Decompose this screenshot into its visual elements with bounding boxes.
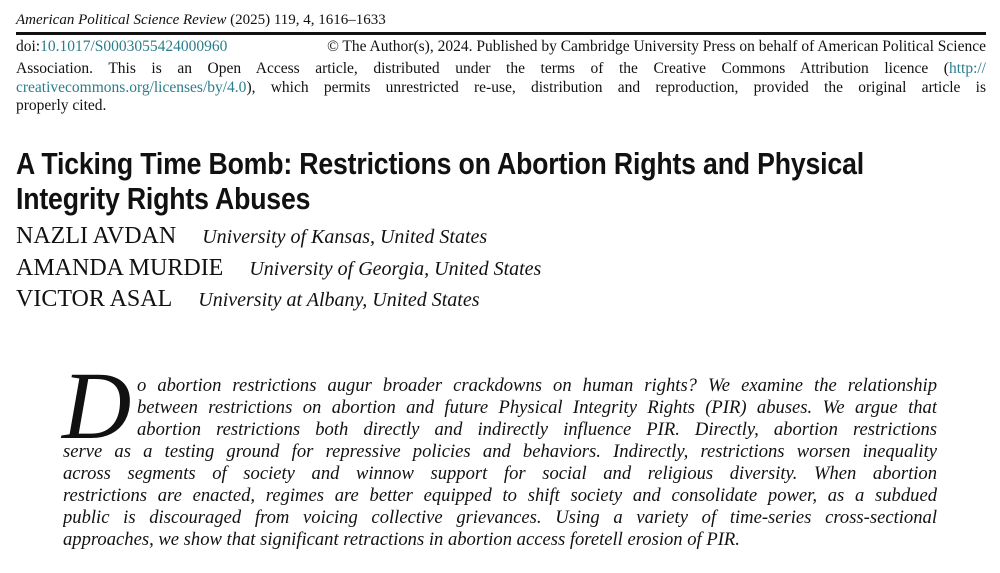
author-1 xyxy=(16,223,487,250)
author-affiliation: University at Albany, United States xyxy=(198,289,480,311)
abstract-line: o abortion restrictions augur broader crackdowns on human rights? We examine the relationship xyxy=(137,375,937,396)
doi-link[interactable]: 10.1017/S0003055424000960 xyxy=(40,38,228,55)
license-text: ), which permits unrestricted re-use, distribution and reproduction, provided the original article is xyxy=(246,79,986,96)
header-rule xyxy=(16,32,986,35)
abstract-line: serve as a testing ground for repressive policies and behaviors. Indirectly, restrictions worsen inequality xyxy=(63,441,937,462)
abstract-line: approaches, we show that significant retractions in abortion access foretell erosion of PIR. xyxy=(63,529,740,550)
license-line-2 xyxy=(16,60,986,80)
license-text: Association. This is an Open Access article, distributed under the terms of the Creative Commons Attribution licence ( xyxy=(16,60,949,77)
article-title-line-1: A Ticking Time Bomb: Restrictions on Abortion Rights and Physical xyxy=(16,146,864,181)
abstract-line: restrictions are enacted, regimes are better equipped to shift society and consolidate power, as a subdued xyxy=(63,485,937,506)
doi-line xyxy=(16,38,986,56)
author-2 xyxy=(16,255,541,282)
journal-header xyxy=(16,12,386,29)
license-link-part2[interactable]: creativecommons.org/licenses/by/4.0 xyxy=(16,79,247,96)
author-name: NAZLI AVDAN xyxy=(16,223,177,249)
journal-name: American Political Science Review xyxy=(16,12,227,28)
license-line-4: properly cited. xyxy=(16,97,107,114)
doi-prefix: doi: xyxy=(16,38,41,55)
author-affiliation: University of Georgia, United States xyxy=(249,258,542,280)
license-line-1: © The Author(s), 2024. Published by Cambridge University Press on behalf of American Political Science xyxy=(327,38,986,55)
article-title-line-2: Integrity Rights Abuses xyxy=(16,181,311,216)
abstract-drop-cap: D xyxy=(62,352,132,459)
author-3 xyxy=(16,286,480,313)
author-name: VICTOR ASAL xyxy=(16,286,173,312)
abstract-line: public is discouraged from voicing collective grievances. Using a variety of time-series cross-sectional xyxy=(63,507,937,528)
journal-citation: (2025) 119, 4, 1616–1633 xyxy=(230,12,386,28)
abstract-line: across segments of society and winnow support for social and religious diversity. When abortion xyxy=(63,463,937,484)
author-name: AMANDA MURDIE xyxy=(16,255,224,281)
abstract-line: abortion restrictions both directly and indirectly influence PIR. Directly, abortion restrictions xyxy=(137,419,937,440)
abstract-line: between restrictions on abortion and future Physical Integrity Rights (PIR) abuses. We argue that xyxy=(137,397,937,418)
author-affiliation: University of Kansas, United States xyxy=(202,226,488,248)
license-link-part1[interactable]: http:// xyxy=(948,60,986,77)
